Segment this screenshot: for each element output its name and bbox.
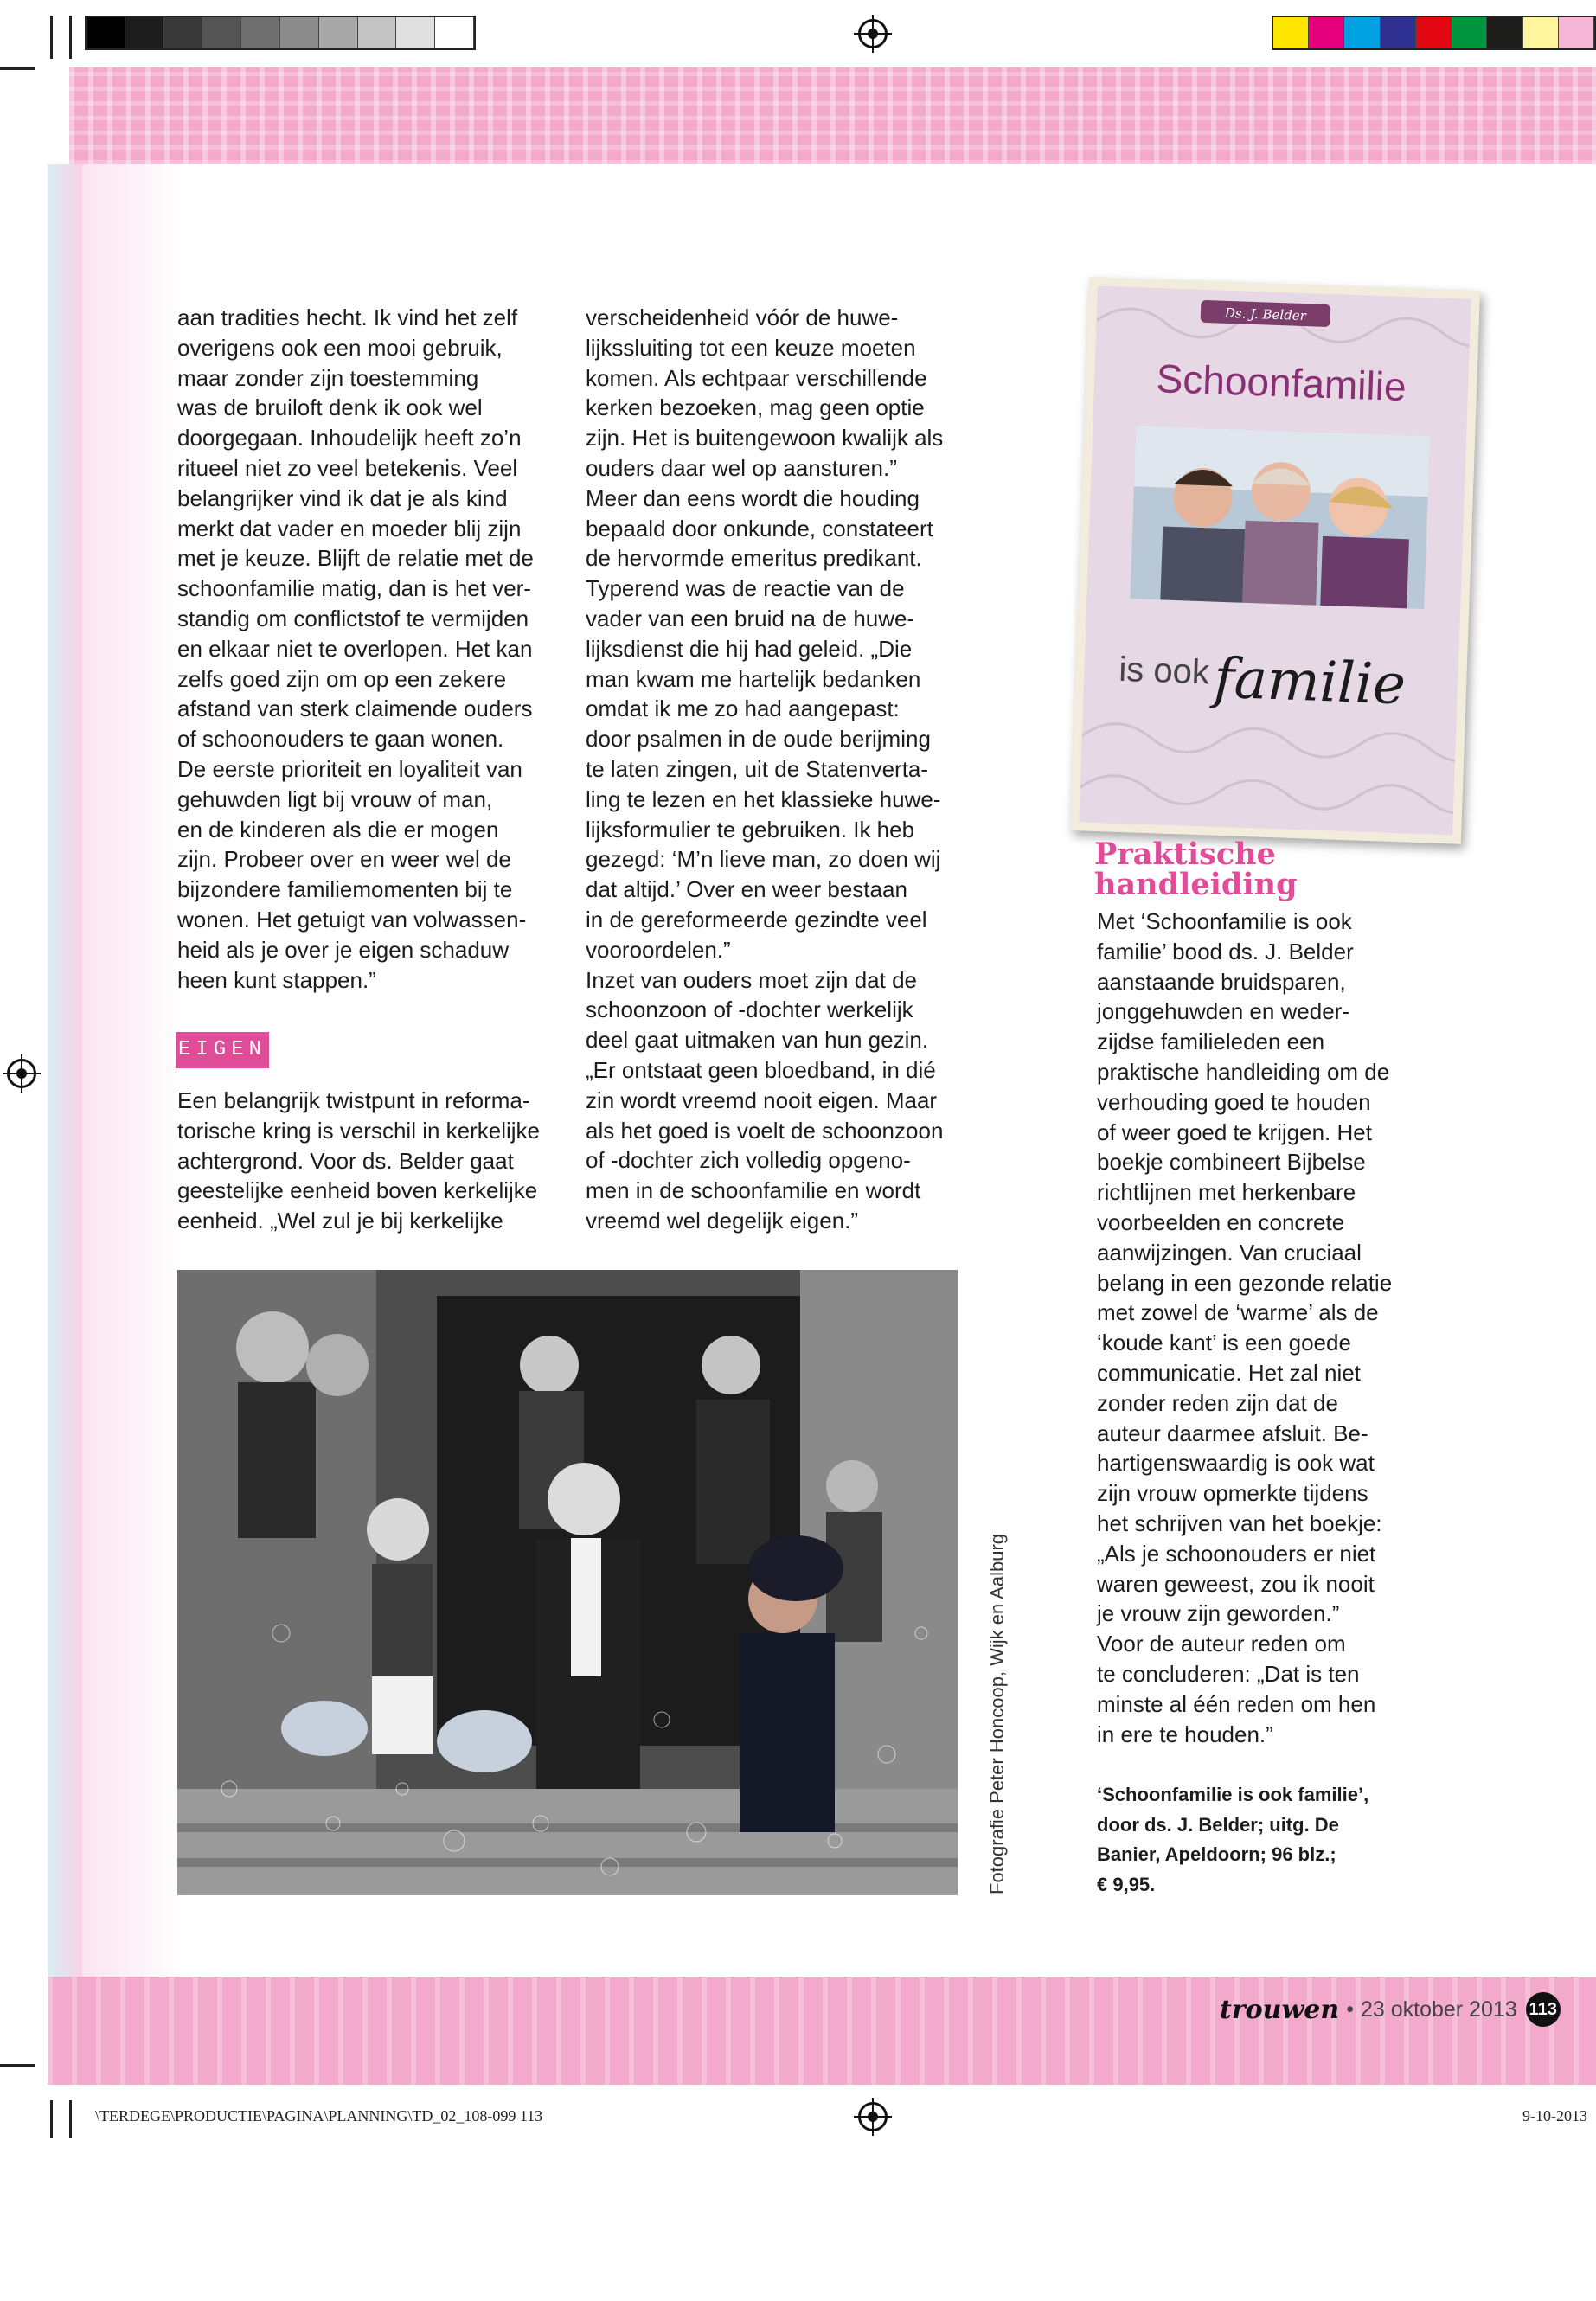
page-number: 113 [1526,1992,1561,2027]
color-swatch [87,17,125,48]
sidebar-line: minste al één reden om hen [1097,1690,1376,1717]
article-line: ling te lezen en het klassieke huwe- [586,785,941,812]
article-line: zijn. Het is buitengewoon kwalijk als [586,425,944,452]
article-line: gehuwden ligt bij vrouw of man, [177,785,493,812]
source-line: ‘Schoonfamilie is ook familie’, [1097,1784,1369,1805]
article-line: heen kunt stappen.” [177,966,376,993]
article-line: ouders daar wel op aansturen.” [586,454,897,481]
sidebar-line: met zowel de ‘warme’ als de [1097,1299,1379,1326]
color-swatch [164,17,203,48]
registration-mark-icon [858,19,888,48]
article-line: doorgegaan. Inhoudelijk heeft zo’n [177,425,522,452]
color-swatch [1344,17,1380,48]
left-page-strip [48,164,82,1977]
color-swatch [1452,17,1487,48]
crop-mark [69,2100,72,2138]
footer-separator: • [1346,1997,1354,2022]
article-line: of -dochter zich volledig opgeno- [586,1147,911,1174]
article-line: schoonzoon of -dochter werkelijk [586,997,913,1023]
article-line: gezegd: ‘M’n lieve man, zo doen wij [586,846,941,873]
article-line: „Er ontstaat geen bloedband, in dié [586,1056,936,1083]
crop-mark [50,16,53,59]
article-line: zijn. Probeer over en weer wel de [177,846,511,873]
article-line: men in de schoonfamilie en wordt [586,1177,921,1204]
crop-mark [0,2064,35,2067]
article-line: Meer dan eens wordt die houding [586,484,920,511]
section-tag-eigen: EIGEN [176,1032,269,1068]
book-author: Ds. J. Belder [1224,304,1307,324]
color-swatch [1416,17,1452,48]
top-pink-band [69,67,1596,164]
sidebar-line: zijdse familieleden een [1097,1029,1325,1055]
article-line: lijksformulier te gebruiken. Ik heb [586,816,915,843]
sidebar-line: ‘koude kant’ is een goede [1097,1330,1351,1356]
sidebar-line: voorbeelden en concrete [1097,1208,1345,1235]
sidebar-line: boekje combineert Bijbelse [1097,1149,1366,1176]
sidebar-line: in ere te houden.” [1097,1721,1273,1747]
article-line: door psalmen in de oude berijming [586,726,931,753]
sidebar-line: jonggehuwden en weder- [1097,998,1349,1025]
article-line: lijksdienst die hij had geleid. „Die [586,635,913,662]
crop-mark [0,67,35,70]
book-source-info [1097,1780,1368,1900]
article-line: zelfs goed zijn om op een zekere [177,665,507,692]
article-line: wonen. Het getuigt van volwassen- [177,906,527,933]
article-line: heid als je over je eigen schaduw [177,936,510,963]
color-swatch [1523,17,1559,48]
gray-color-bar [85,16,476,50]
sidebar-line: belang in een gezonde relatie [1097,1269,1393,1296]
article-line: schoonfamilie matig, dan is het ver- [177,575,531,602]
article-line: of schoonouders te gaan wonen. [177,726,504,753]
article-line: torische kring is verschil in kerkelijke [177,1117,541,1144]
magazine-name: trouwen [1220,1994,1340,2025]
article-line: komen. Als echtpaar verschillende [586,364,927,391]
source-line: door ds. J. Belder; uitg. De [1097,1813,1339,1836]
sidebar-line: praktische handleiding om de [1097,1058,1390,1085]
color-swatch [280,17,319,48]
article-line: bepaald door onkunde, constateert [586,515,933,542]
sidebar-line: aanwijzingen. Van cruciaal [1097,1239,1362,1266]
article-line: lijkssluiting tot een keuze moeten [586,334,916,361]
print-slug-path: \TERDEGE\PRODUCTIE\PAGINA\PLANNING\TD_02_108-099 113 [95,2107,543,2125]
article-line: en de kinderen als die er mogen [177,816,499,843]
book-subtitle-b: familie [1212,646,1407,718]
sidebar-line: auteur daarmee afsluit. Be- [1097,1420,1368,1446]
photo-credit: Fotografie Peter Honcoop, Wijk en Aalburg [986,1533,1008,1894]
article-column-2 [586,303,943,1236]
color-swatch [125,17,164,48]
article-line: kerken bezoeken, mag geen optie [586,394,925,421]
print-slug-date: 9-10-2013 [1522,2107,1587,2125]
color-swatch [435,17,474,48]
article-line: Een belangrijk twistpunt in reforma- [177,1087,530,1113]
sidebar-line: Met ‘Schoonfamilie is ook [1097,908,1352,934]
article-line: geestelijke eenheid boven kerkelijke [177,1177,538,1204]
color-swatch [1487,17,1522,48]
color-swatch [202,17,241,48]
sidebar-line: zijn vrouw opmerkte tijdens [1097,1480,1368,1507]
registration-mark-icon [858,2102,888,2131]
color-swatch [396,17,435,48]
color-swatch [358,17,397,48]
source-line: Banier, Apeldoorn; 96 blz.; [1097,1843,1336,1865]
book-subtitle-a: is ook [1118,650,1210,692]
sidebar-line: te concluderen: „Dat is ten [1097,1660,1360,1687]
article-line: met je keuze. Blijft de relatie met de [177,545,534,572]
sidebar-line: waren geweest, zou ik nooit [1097,1570,1375,1597]
article-column-1 [177,303,534,995]
article-line: merkt dat vader en moeder blij zijn [177,515,522,542]
sidebar-line: zonder reden zijn dat de [1097,1389,1338,1416]
sidebar-line: Voor de auteur reden om [1097,1631,1346,1657]
article-line: vooroordelen.” [586,936,731,963]
article-line: vader van een bruid na de huwe- [586,605,915,631]
article-line: overigens ook een mooi gebruik, [177,334,503,361]
sidebar-line: je vrouw zijn geworden.” [1097,1600,1340,1627]
color-swatch [1273,17,1309,48]
article-column-1-continued [177,1086,540,1236]
article-line: eenheid. „Wel zul je bij kerkelijke [177,1208,503,1234]
wedding-photo-illustration [177,1270,958,1895]
article-line: was de bruiloft denk ik ook wel [177,394,483,421]
sidebar-line: richtlijnen met herkenbare [1097,1179,1356,1206]
article-line: achtergrond. Voor ds. Belder gaat [177,1147,514,1174]
sidebar-body [1097,907,1392,1749]
color-swatch [319,17,358,48]
article-line: omdat ik me zo had aangepast: [586,695,900,722]
book-cover-art [1079,286,1471,836]
article-line: maar zonder zijn toestemming [177,364,479,391]
wedding-photo [177,1270,958,1895]
article-line: in de gereformeerde gezindte veel [586,906,927,933]
page-footer [1220,1990,1561,2029]
source-line: € 9,95. [1097,1873,1156,1895]
issue-date: 23 oktober 2013 [1360,1997,1517,2022]
registration-mark-icon [7,1059,36,1088]
article-line: dat altijd.’ Over en weer bestaan [586,876,907,903]
book-cover [1070,277,1480,843]
sidebar-heading [1094,836,1298,902]
article-line: zin wordt vreemd nooit eigen. Maar [586,1086,938,1113]
sidebar-heading-line-2: handleiding [1094,867,1298,902]
article-line: te laten zingen, uit de Statenverta- [586,755,929,782]
article-line: verscheidenheid vóór de huwe- [586,304,899,330]
sidebar-line: of weer goed te krijgen. Het [1097,1118,1372,1145]
article-line: man kwam me hartelijk bedanken [586,665,921,692]
sidebar-line: het schrijven van het boekje: [1097,1509,1382,1536]
article-line: Typerend was de reactie van de [586,575,905,602]
article-line: De eerste prioriteit en loyaliteit van [177,755,522,782]
article-line: belangrijker vind ik dat je als kind [177,484,508,511]
sidebar-line: aanstaande bruidsparen, [1097,968,1346,995]
article-line: vreemd wel degelijk eigen.” [586,1207,859,1234]
sidebar-line: „Als je schoonouders er niet [1097,1540,1376,1567]
sidebar-line: familie’ bood ds. J. Belder [1097,938,1354,965]
article-line: aan tradities hecht. Ik vind het zelf [177,304,518,330]
article-line: ritueel niet zo veel betekenis. Veel [177,454,518,481]
color-swatch [1381,17,1416,48]
article-line: bijzondere familiemomenten bij te [177,876,513,903]
article-line: en elkaar niet te overlopen. Het kan [177,635,533,662]
color-swatch [1309,17,1344,48]
sidebar-line: hartigenswaardig is ook wat [1097,1450,1375,1477]
sidebar-line: verhouding goed te houden [1097,1088,1371,1115]
article-line: de hervormde emeritus predikant. [586,545,922,572]
article-line: deel gaat uitmaken van hun gezin. [586,1027,929,1054]
crop-mark [69,16,72,59]
color-swatch [241,17,280,48]
book-title: Schoonfamilie [1155,356,1407,410]
crop-mark [50,2100,53,2138]
article-line: afstand van sterk claimende ouders [177,695,533,722]
article-line: Inzet van ouders moet zijn dat de [586,966,918,993]
sidebar-heading-line-1: Praktische [1094,836,1276,872]
sidebar-line: communicatie. Het zal niet [1097,1359,1361,1386]
article-line: standig om conflictstof te vermijden [177,605,529,631]
process-color-bar [1272,16,1596,50]
article-line: als het goed is voelt de schoonzoon [586,1117,944,1144]
color-swatch [1559,17,1594,48]
